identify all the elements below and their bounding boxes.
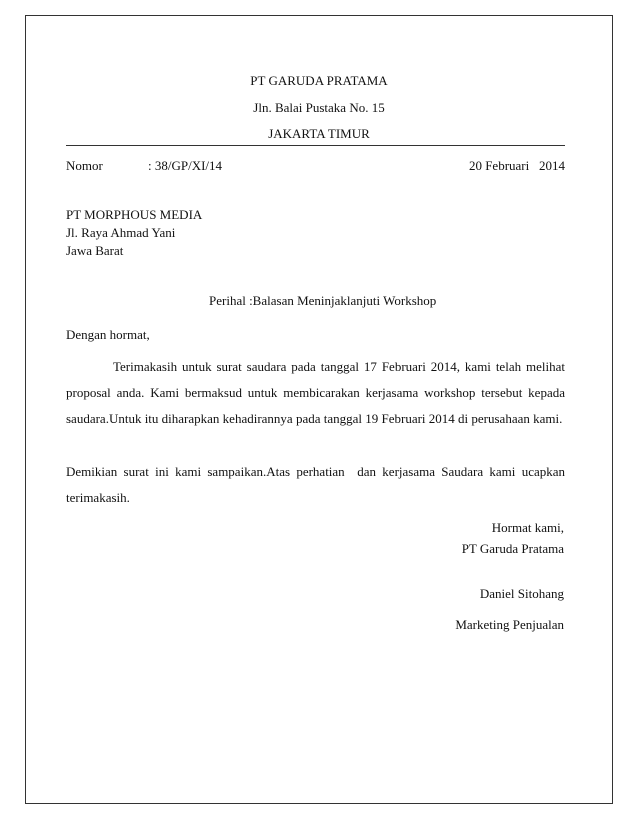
company-name: PT GARUDA PRATAMA [250,73,388,88]
body-p1-line3: saudara.Untuk itu diharapkan kehadirannya pada tanggal 19 Februari 2014 di perusahaan kami. [66,411,563,426]
reference-number: : 38/GP/XI/14 [148,158,223,173]
body-p1-line2: proposal anda. Kami bermaksud untuk membicarakan kerjasama workshop tersebut kepada [66,385,565,400]
signer-name: Daniel Sitohang [479,586,564,601]
closing-regards: Hormat kami, [491,520,564,535]
closing-company: PT Garuda Pratama [461,541,564,556]
body-p1-line1: Terimakasih untuk surat saudara pada tanggal 17 Februari 2014, kami telah melihat [113,359,565,374]
body-p2-line1: Demikian surat ini kami sampaikan.Atas perhatian dan kerjasama Saudara kami ucapkan [66,464,565,479]
company-city: JAKARTA TIMUR [268,126,370,141]
body-p2-line2: terimakasih. [66,490,130,505]
subject-line: Perihal :Balasan Meninjaklanjuti Workshop [209,293,437,308]
letterhead-divider [66,145,565,146]
recipient-region: Jawa Barat [66,243,124,258]
recipient-name: PT MORPHOUS MEDIA [66,207,203,222]
salutation: Dengan hormat, [66,327,150,342]
signer-position: Marketing Penjualan [455,617,564,632]
reference-label: Nomor [66,158,103,173]
body-paragraph-1 [66,354,565,432]
recipient-street: Jl. Raya Ahmad Yani [66,225,176,240]
body-paragraph-2 [66,433,565,511]
company-address: Jln. Balai Pustaka No. 15 [253,100,385,115]
letter-date: 20 Februari 2014 [468,158,565,173]
